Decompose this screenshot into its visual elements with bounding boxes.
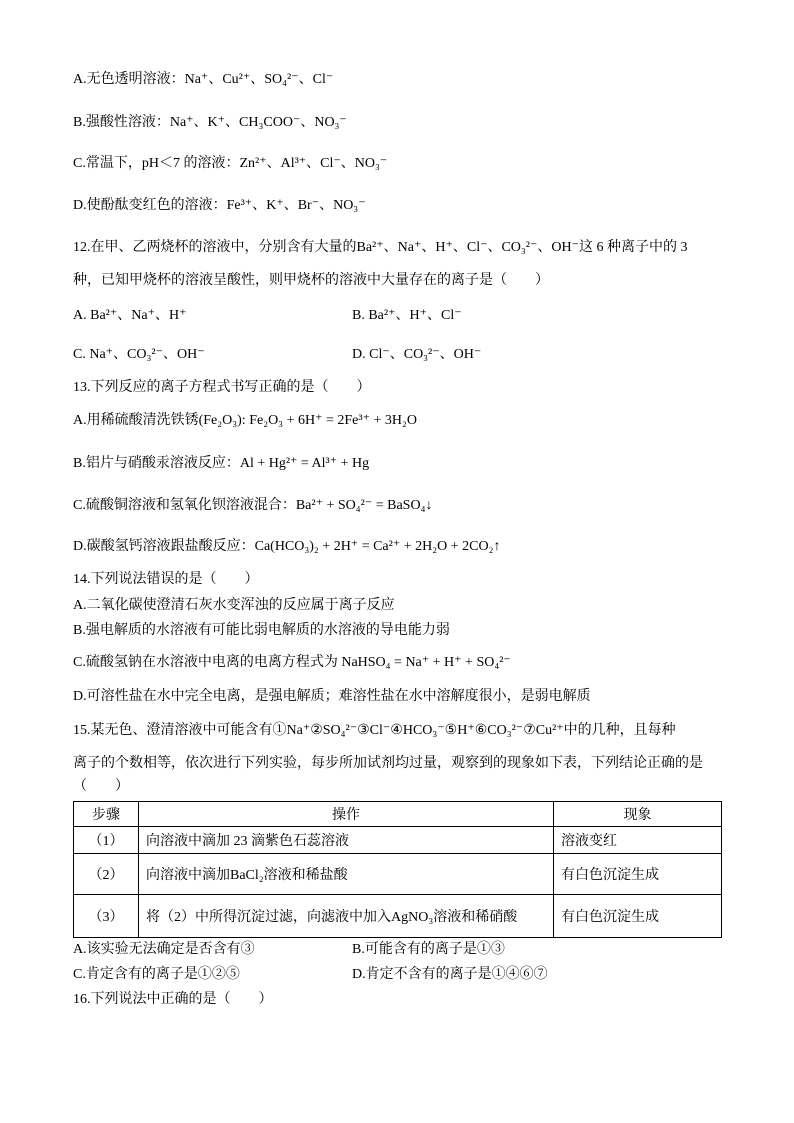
q14-option-b: B.强电解质的水溶液有可能比弱电解质的水溶液的导电能力弱 xyxy=(73,623,450,638)
table-row xyxy=(74,854,722,895)
step-cell: （1） xyxy=(74,827,139,854)
operation-cell: 向溶液中滴加 23 滴紫色石蕊溶液 xyxy=(139,827,554,854)
q12-option-d: D. Cl⁻、CO₃²⁻、OH⁻ xyxy=(352,347,482,362)
operation-cell: 向溶液中滴加BaCl₂溶液和稀盐酸 xyxy=(139,854,554,895)
q12-stem-line-1: 12.在甲、乙两烧杯的溶液中，分别含有大量的Ba²⁺、Na⁺、H⁺、Cl⁻、CO₃²⁻、OH⁻这 6 种离子中的 3 xyxy=(73,240,688,255)
q15-option-b: B.可能含有的离子是①③ xyxy=(352,942,505,957)
table-header-row xyxy=(74,802,722,827)
q13-option-d: D.碳酸氢钙溶液跟盐酸反应：Ca(HCO₃)₂ + 2H⁺ = Ca²⁺ + 2H₂O + 2CO₂↑ xyxy=(73,539,501,554)
q13-option-a: A.用稀硫酸清洗铁锈(Fe₂O₃): Fe₂O₃ + 6H⁺ = 2Fe³⁺ + 3H₂O xyxy=(73,413,417,428)
q11-option-b: B.强酸性溶液：Na⁺、K⁺、CH₃COO⁻、NO₃⁻ xyxy=(73,115,347,130)
q13-option-c: C.硫酸铜溶液和氢氧化钡溶液混合：Ba²⁺ + SO₄²⁻ = BaSO₄↓ xyxy=(73,498,433,513)
q11-option-a: A.无色透明溶液：Na⁺、Cu²⁺、SO₄²⁻、Cl⁻ xyxy=(73,72,334,87)
q15-option-d: D.肯定不含有的离子是①④⑥⑦ xyxy=(352,967,548,982)
q15-answer-blank: （ ） xyxy=(73,779,129,794)
phenomenon-cell: 溶液变红 xyxy=(554,827,722,854)
q14-stem: 14.下列说法错误的是（ ） xyxy=(73,572,259,587)
table-header-operation: 操作 xyxy=(139,802,554,827)
q14-option-c: C.硫酸氢钠在水溶液中电离的电离方程式为 NaHSO₄ = Na⁺ + H⁺ + SO₄²⁻ xyxy=(73,655,511,670)
q16-stem: 16.下列说法中正确的是（ ） xyxy=(73,992,273,1007)
step-cell: （2） xyxy=(74,854,139,895)
q12-option-b: B. Ba²⁺、H⁺、Cl⁻ xyxy=(352,308,462,323)
table-header-step: 步骤 xyxy=(74,802,139,827)
q15-stem-line-2: 离子的个数相等，依次进行下列实验，每步所加试剂均过量，观察到的现象如下表，下列结论正确的是 xyxy=(73,756,703,771)
operation-cell: 将（2）中所得沉淀过滤，向滤液中加入AgNO₃溶液和稀硝酸 xyxy=(139,895,554,938)
q11-option-c: C.常温下，pH＜7 的溶液：Zn²⁺、Al³⁺、Cl⁻、NO₃⁻ xyxy=(73,156,388,171)
table-header-phenomenon: 现象 xyxy=(554,802,722,827)
q15-stem-line-1: 15.某无色、澄清溶液中可能含有①Na⁺②SO₄²⁻③Cl⁻④HCO₃⁻⑤H⁺⑥CO₃²⁻⑦Cu²⁺中的几种，且每种 xyxy=(73,723,676,738)
phenomenon-cell: 有白色沉淀生成 xyxy=(554,854,722,895)
q15-experiment-table xyxy=(73,801,722,938)
table-row xyxy=(74,827,722,854)
phenomenon-cell: 有白色沉淀生成 xyxy=(554,895,722,938)
table-row xyxy=(74,895,722,938)
step-cell: （3） xyxy=(74,895,139,938)
q13-option-b: B.铝片与硝酸汞溶液反应：Al + Hg²⁺ = Al³⁺ + Hg xyxy=(73,456,370,471)
q14-option-a: A.二氧化碳使澄清石灰水变浑浊的反应属于离子反应 xyxy=(73,598,395,613)
q14-option-d: D.可溶性盐在水中完全电离，是强电解质；难溶性盐在水中溶解度很小，是弱电解质 xyxy=(73,689,591,704)
q12-option-a: A. Ba²⁺、Na⁺、H⁺ xyxy=(73,308,187,323)
q13-stem: 13.下列反应的离子方程式书写正确的是（ ） xyxy=(73,380,371,395)
q12-option-c: C. Na⁺、CO₃²⁻、OH⁻ xyxy=(73,347,205,362)
q15-option-a: A.该实验无法确定是否含有③ xyxy=(73,942,255,957)
q12-stem-line-2: 种，已知甲烧杯的溶液呈酸性，则甲烧杯的溶液中大量存在的离子是（ ） xyxy=(73,273,549,288)
q11-option-d: D.使酚酞变红色的溶液：Fe³⁺、K⁺、Br⁻、NO₃⁻ xyxy=(73,198,366,213)
q15-option-c: C.肯定含有的离子是①②⑤ xyxy=(73,967,240,982)
